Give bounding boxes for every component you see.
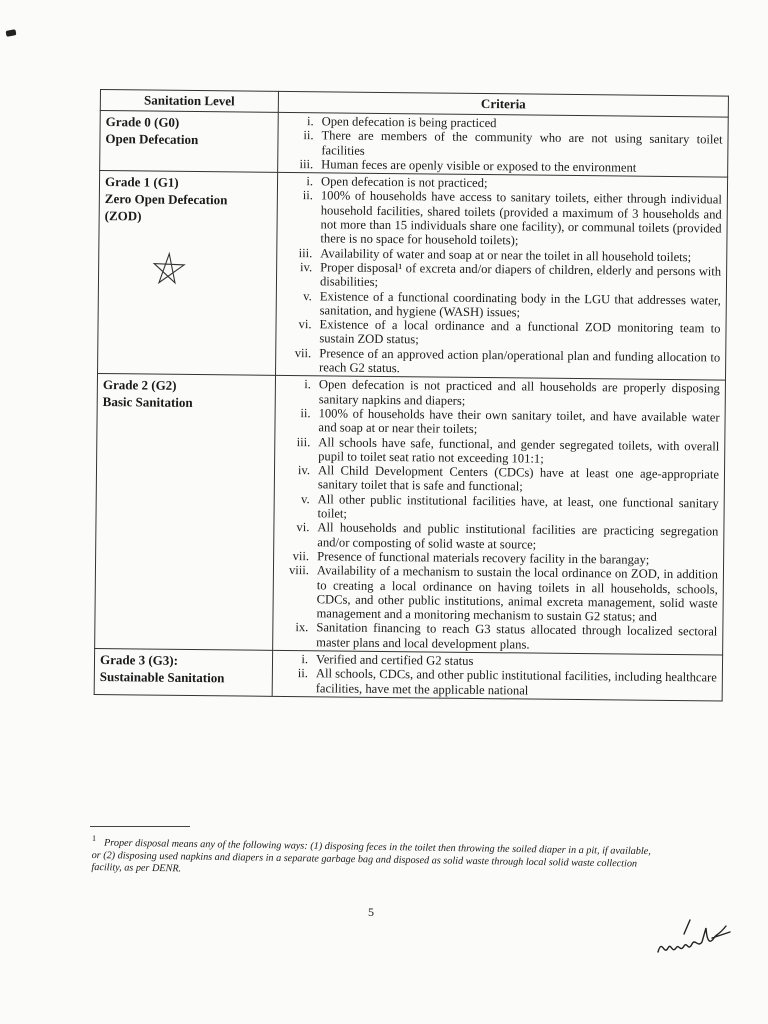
criteria-item [280,463,719,496]
criteria-numeral: v. [303,288,312,303]
criteria-numeral: iv. [299,260,313,275]
criteria-text: Proper disposal¹ of excreta and/or diapers of children, elderly and persons with disabilities; [319,260,722,290]
criteria-numeral: iii. [298,245,313,260]
criteria-list [283,114,723,176]
criteria-item [280,406,719,439]
criteria-item [281,377,720,410]
scan-artifact [6,29,17,37]
criteria-item [282,260,721,293]
criteria-item [283,128,722,161]
footnote-text: Proper disposal means any of the following ways: (1) disposing feces in the toilet then throwing the soiled diaper in a pit, if available, or (2) disposing used napkins and diapers in a separate garbage bag and disposed as solid waste through local solid waste collection facility, as per DENR. [91,837,651,875]
sanitation-level-label: (ZOD) [104,208,142,224]
star-doodle-icon [152,252,186,286]
criteria-item [278,620,717,653]
criteria-numeral: iii. [299,156,314,172]
footnote-marker: 1 [91,832,97,844]
criteria-item [278,563,718,625]
criteria-text: Open defecation is being practiced [321,114,497,131]
sanitation-level-cell [98,171,278,376]
criteria-text: Availability of water and soap at or near the toilet in all household toilets; [320,245,692,264]
criteria-numeral: i. [306,174,314,189]
criteria-text: All schools have safe, functional, and gender segregated toilets, with overall pupil to toilet seat ratio not exceeding 101:1; [318,434,720,466]
criteria-text: Presence of an approved action plan/operational plan and funding allocation to reach G2 status. [319,346,721,376]
criteria-numeral: ii. [300,406,311,421]
criteria-cell [273,376,726,655]
footnote [91,832,652,884]
handwritten-signature-icon [654,908,734,968]
criteria-numeral: iv. [297,463,311,478]
criteria-text: Open defecation is not practiced and all households are properly disposing sanitary napkins and diapers; [318,377,720,408]
criteria-item [278,666,717,699]
sanitation-level-label: Grade 1 (G1) [104,174,179,191]
criteria-item [281,346,720,379]
criteria-numeral: i. [306,114,314,129]
table-row [94,648,722,700]
criteria-text: Availability of a mechanism to sustain the local ordinance on ZOD, in addition to creating a local ordinance on having toilets in all households, schools, CDCs, and other public institutions, animal excreta management, solid waste management and a monitoring mechanism to sustain G2 status; and [316,563,719,624]
criteria-item [281,317,720,350]
sanitation-level-cell [94,648,272,696]
footnote-divider [90,826,190,827]
sanitation-criteria-table [94,89,729,701]
page-number: 5 [368,905,374,919]
criteria-text: Human feces are openly visible or exposed to the environment [321,157,637,175]
criteria-item [282,288,721,321]
criteria-text: 100% of households have their own sanitary toilet, and have available water and soap at or near their toilets; [318,406,720,437]
criteria-list [278,377,720,653]
criteria-item [279,520,718,553]
criteria-numeral: ii. [302,188,313,203]
sanitation-level-label: Grade 3 (G3): [99,652,179,668]
table-row [98,171,728,381]
table-row [100,111,729,178]
criteria-numeral: viii. [288,563,310,578]
sanitation-level-cell [100,111,279,173]
sanitation-level-label: Basic Sanitation [102,394,193,411]
table-row [95,374,726,655]
criteria-list [281,174,722,379]
sanitation-level-label: Grade 0 (G0) [105,114,180,130]
criteria-text: Sanitation financing to reach G3 status allocated through localized sectoral master plans and local development plans. [316,620,718,652]
sanitation-level-label: Grade 2 (G2) [102,377,177,394]
criteria-text: All Child Development Centers (CDCs) have at least one age-appropriate sanitary toilet that is safe and functional; [317,463,720,494]
criteria-text: Verified and certified G2 status [315,652,474,668]
criteria-cell [278,112,729,177]
header-criteria: Criteria [278,91,728,117]
criteria-text: All schools, CDCs, and other public institutional facilities, including healthcare facilities, have met the applicable national [315,666,717,698]
criteria-text: All other public institutional facilities have, at least, one functional sanitary toilet; [317,492,719,521]
sanitation-level-label: Sustainable Sanitation [99,669,225,686]
criteria-numeral: ix. [295,620,309,635]
criteria-numeral: vii. [292,548,310,564]
sanitation-level-label: Open Defecation [105,131,199,148]
criteria-item [280,434,719,467]
sanitation-level-label: Zero Open Defecation [104,191,228,208]
criteria-item [282,188,722,250]
criteria-text: Existence of a functional coordinating body in the LGU that addresses water, sanitation, and hygiene (WASH) issues; [319,288,721,320]
criteria-cell [272,650,722,701]
header-sanitation-level: Sanitation Level [100,90,278,113]
criteria-numeral: ii. [303,128,314,143]
criteria-numeral: v. [301,491,310,506]
criteria-text: Open defecation is not practiced; [320,174,488,191]
criteria-text: 100% of households have access to sanitary toilets, either through individual household facilities, shared toilets (provided a maximum of 3 households and not more than 15 individuals share one facility), or communal toilets (provided there is no space for household toilets); [320,188,722,248]
criteria-numeral: vi. [298,317,312,332]
criteria-text: Presence of functional materials recovery facility in the barangay; [317,549,650,567]
criteria-cell [276,173,728,381]
criteria-item [279,492,718,525]
criteria-numeral: ii. [297,666,308,681]
criteria-numeral: i. [301,652,309,667]
criteria-numeral: vii. [294,345,312,360]
criteria-numeral: vi. [296,520,310,535]
criteria-numeral: iii. [296,434,311,449]
criteria-text: All households and public institutional facilities are practicing segregation and/or composting of solid waste at source; [317,520,719,552]
criteria-text: Existence of a local ordinance and a functional ZOD monitoring team to sustain ZOD status; [319,317,721,347]
criteria-text: There are members of the community who are not using sanitary toilet facilities [321,128,723,158]
criteria-list [278,652,717,699]
criteria-numeral: i. [304,377,311,392]
sanitation-level-cell [95,374,276,650]
